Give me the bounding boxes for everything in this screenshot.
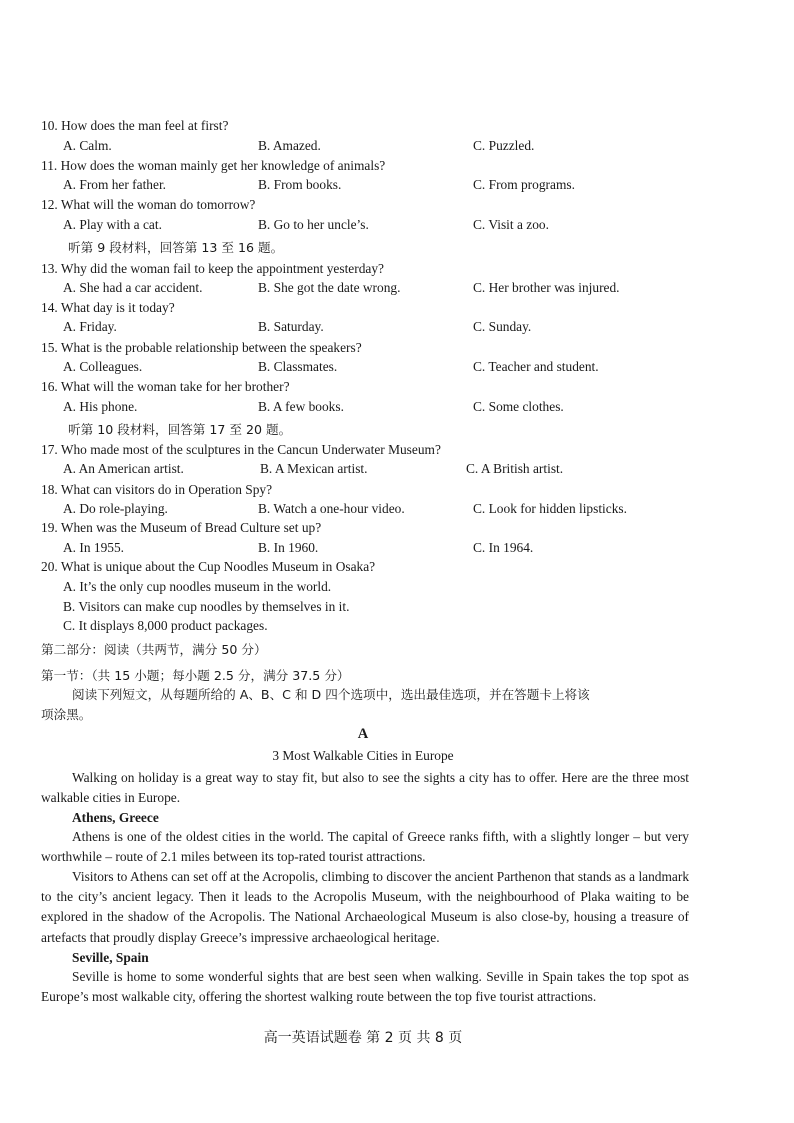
passage-title: 3 Most Walkable Cities in Europe	[272, 748, 454, 763]
q18-option-c: C. Look for hidden lipsticks.	[473, 501, 627, 516]
q10-option-c: C. Puzzled.	[473, 138, 535, 153]
q11-option-b: B. From books.	[258, 177, 342, 192]
question-14: 14. What day is it today?	[41, 300, 175, 315]
section-one-title: 第一节：（共 15 小题；每小题 2.5 分，满分 37.5 分）	[41, 668, 350, 683]
athens-paragraph-1-text: Athens is one of the oldest cities in the world. The capital of Greece ranks fifth, with a slightly longer – but very worthwhile – route of 2.1 miles between its top-rated tourist attractions.	[41, 829, 689, 865]
q18-option-a: A. Do role-playing.	[63, 501, 168, 516]
page-footer: 高一英语试题卷 第 2 页 共 8 页	[263, 1030, 463, 1046]
q10-option-b: B. Amazed.	[258, 138, 321, 153]
instruction-section-10: 听第 10 段材料，回答第 17 至 20 题。	[68, 422, 292, 437]
question-13: 13. Why did the woman fail to keep the appointment yesterday?	[41, 261, 384, 276]
q14-option-c: C. Sunday.	[473, 319, 532, 334]
q12-option-a: A. Play with a cat.	[63, 217, 162, 232]
q16-option-b: B. A few books.	[258, 399, 344, 414]
q13-option-c: C. Her brother was injured.	[473, 280, 620, 295]
q20-option-b: B. Visitors can make cup noodles by themselves in it.	[63, 599, 350, 614]
q17-option-c: C. A British artist.	[466, 461, 564, 476]
question-19: 19. When was the Museum of Bread Culture set up?	[41, 520, 322, 535]
seville-paragraph-1	[41, 967, 689, 1007]
question-11: 11. How does the woman mainly get her knowledge of animals?	[41, 158, 386, 173]
section-one-instruction-line1: 阅读下列短文，从每题所给的 A、B、C 和 D 四个选项中，选出最佳选项，并在答题卡上将该	[72, 687, 590, 702]
part-two-title: 第二部分：阅读（共两节，满分 50 分）	[41, 642, 267, 657]
q14-option-a: A. Friday.	[63, 319, 117, 334]
q17-option-b: B. A Mexican artist.	[260, 461, 368, 476]
athens-paragraph-2	[41, 867, 689, 948]
q19-option-b: B. In 1960.	[258, 540, 319, 555]
question-15: 15. What is the probable relationship between the speakers?	[41, 340, 362, 355]
q11-option-c: C. From programs.	[473, 177, 575, 192]
q17-option-a: A. An American artist.	[63, 461, 184, 476]
question-10: 10. How does the man feel at first?	[41, 118, 229, 133]
q16-option-a: A. His phone.	[63, 399, 138, 414]
seville-paragraph-1-text: Seville is home to some wonderful sights that are best seen when walking. Seville in Spain takes the top spot as Europe’s most walkable city, offering the shortest walking route between the top five tourist attractions.	[41, 969, 689, 1005]
q19-option-a: A. In 1955.	[63, 540, 124, 555]
q13-option-b: B. She got the date wrong.	[258, 280, 401, 295]
q12-option-c: C. Visit a zoo.	[473, 217, 549, 232]
section-one-instruction-line2: 项涂黑。	[41, 707, 92, 722]
q12-option-b: B. Go to her uncle’s.	[258, 217, 369, 232]
passage-letter: A	[357, 726, 369, 742]
q18-option-b: B. Watch a one-hour video.	[258, 501, 405, 516]
passage-intro-text: Walking on holiday is a great way to stay fit, but also to see the sights a city has to offer. Here are the three most walkable cities in Europe.	[41, 770, 689, 806]
seville-heading: Seville, Spain	[72, 950, 149, 965]
question-12: 12. What will the woman do tomorrow?	[41, 197, 256, 212]
athens-paragraph-1	[41, 827, 689, 867]
q20-option-c: C. It displays 8,000 product packages.	[63, 618, 268, 633]
q11-option-a: A. From her father.	[63, 177, 167, 192]
athens-paragraph-2-text: Visitors to Athens can set off at the Acropolis, climbing to discover the ancient Parthenon that stands as a landmark to the city’s ancient legacy. Then it leads to the Acropolis Museum, with the neighbourhood of Plaka waiting to be explored in the shadow of the Acropolis. The National Archaeological Museum is also close-by, housing a treasure of artefacts that proudly display Greece’s impressive archaeological heritage.	[41, 869, 690, 945]
q13-option-a: A. She had a car accident.	[63, 280, 203, 295]
athens-heading: Athens, Greece	[72, 810, 159, 825]
q20-option-a: A. It’s the only cup noodles museum in the world.	[63, 579, 332, 594]
q15-option-b: B. Classmates.	[258, 359, 338, 374]
question-17: 17. Who made most of the sculptures in the Cancun Underwater Museum?	[41, 442, 441, 457]
q16-option-c: C. Some clothes.	[473, 399, 564, 414]
instruction-section-9: 听第 9 段材料，回答第 13 至 16 题。	[68, 240, 284, 255]
q15-option-a: A. Colleagues.	[63, 359, 143, 374]
q14-option-b: B. Saturday.	[258, 319, 324, 334]
question-20: 20. What is unique about the Cup Noodles Museum in Osaka?	[41, 559, 376, 574]
passage-intro	[41, 768, 689, 808]
q15-option-c: C. Teacher and student.	[473, 359, 599, 374]
question-16: 16. What will the woman take for her brother?	[41, 379, 290, 394]
question-18: 18. What can visitors do in Operation Spy?	[41, 482, 273, 497]
q10-option-a: A. Calm.	[63, 138, 112, 153]
q19-option-c: C. In 1964.	[473, 540, 534, 555]
